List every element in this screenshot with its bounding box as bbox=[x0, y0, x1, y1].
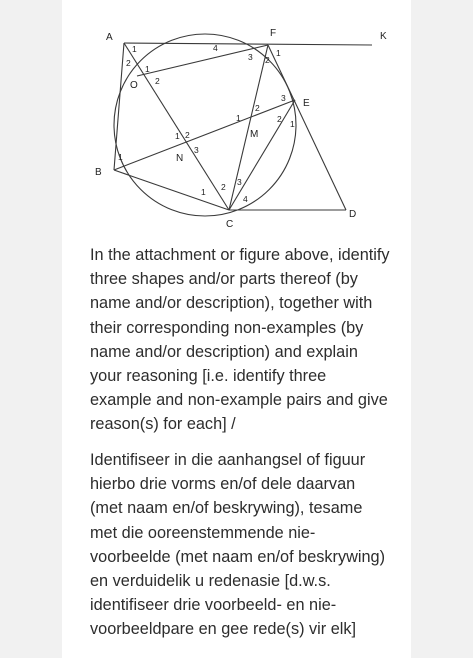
text-line: identifiseer drie voorbeeld- en nie- bbox=[90, 596, 337, 615]
angle-label: 1 bbox=[201, 187, 206, 197]
question-english bbox=[90, 243, 408, 437]
text-line: (met naam en/of beskrywing), tesame bbox=[90, 499, 363, 518]
angle-label: 3 bbox=[237, 177, 242, 187]
line-FD bbox=[268, 45, 346, 210]
angle-label: 2 bbox=[185, 130, 190, 140]
text-line: In the attachment or figure above, identify bbox=[90, 246, 390, 264]
question-afrikaans bbox=[90, 448, 408, 642]
angle-label: 2 bbox=[126, 58, 131, 68]
point-O: O bbox=[130, 80, 138, 91]
angle-label: 3 bbox=[248, 52, 253, 62]
text-line: reason(s) for each] / bbox=[90, 415, 236, 434]
point-A: A bbox=[106, 32, 113, 43]
text-line: name and/or description), together with bbox=[90, 294, 373, 313]
angle-label: 2 bbox=[265, 55, 270, 65]
point-B: B bbox=[95, 167, 102, 178]
text-line: example and non-example pairs and give bbox=[90, 391, 388, 410]
line-BE bbox=[114, 100, 295, 170]
point-M: M bbox=[250, 129, 259, 140]
text-line: voorbeeldpare en gee rede(s) vir elk] bbox=[90, 620, 357, 639]
text-line: their corresponding non-examples (by bbox=[90, 318, 364, 337]
angle-label: 1 bbox=[175, 131, 180, 141]
text-line: three shapes and/or parts thereof (by bbox=[90, 270, 358, 289]
text-line: Identifiseer in die aanhangsel of figuur bbox=[90, 451, 366, 469]
angle-label: 2 bbox=[255, 103, 260, 113]
text-line: en verduidelik u redenasie [d.w.s. bbox=[90, 572, 331, 591]
angle-label: 1 bbox=[290, 119, 295, 129]
text-line: voorbeelde (met naam en/of beskrywing) bbox=[90, 547, 386, 566]
angle-label: 2 bbox=[277, 114, 282, 124]
point-K: K bbox=[380, 31, 387, 42]
point-N: N bbox=[176, 153, 184, 164]
angle-label: 4 bbox=[213, 43, 218, 53]
text-line: met die ooreenstemmende nie- bbox=[90, 523, 316, 542]
geometry-diagram bbox=[62, 0, 411, 240]
angle-label: 1 bbox=[118, 152, 123, 162]
angle-label: 1 bbox=[276, 48, 281, 58]
line-BC bbox=[114, 170, 229, 210]
text-line: your reasoning [i.e. identify three bbox=[90, 367, 327, 386]
point-E: E bbox=[303, 98, 310, 109]
line-AC bbox=[124, 43, 229, 210]
angle-label: 1 bbox=[236, 113, 241, 123]
point-F: F bbox=[270, 28, 277, 39]
angle-label: 3 bbox=[281, 93, 286, 103]
line-FC bbox=[229, 45, 268, 210]
point-C: C bbox=[226, 219, 234, 230]
point-D: D bbox=[349, 209, 357, 220]
text-line: name and/or description) and explain bbox=[90, 342, 358, 361]
angle-label: 1 bbox=[145, 64, 150, 74]
angle-label: 4 bbox=[243, 194, 248, 204]
text-line: hierbo drie vorms en/of dele daarvan bbox=[90, 475, 356, 494]
angle-label: 1 bbox=[132, 44, 137, 54]
angle-label: 2 bbox=[155, 76, 160, 86]
angle-label: 2 bbox=[221, 182, 226, 192]
angle-label: 3 bbox=[194, 145, 199, 155]
